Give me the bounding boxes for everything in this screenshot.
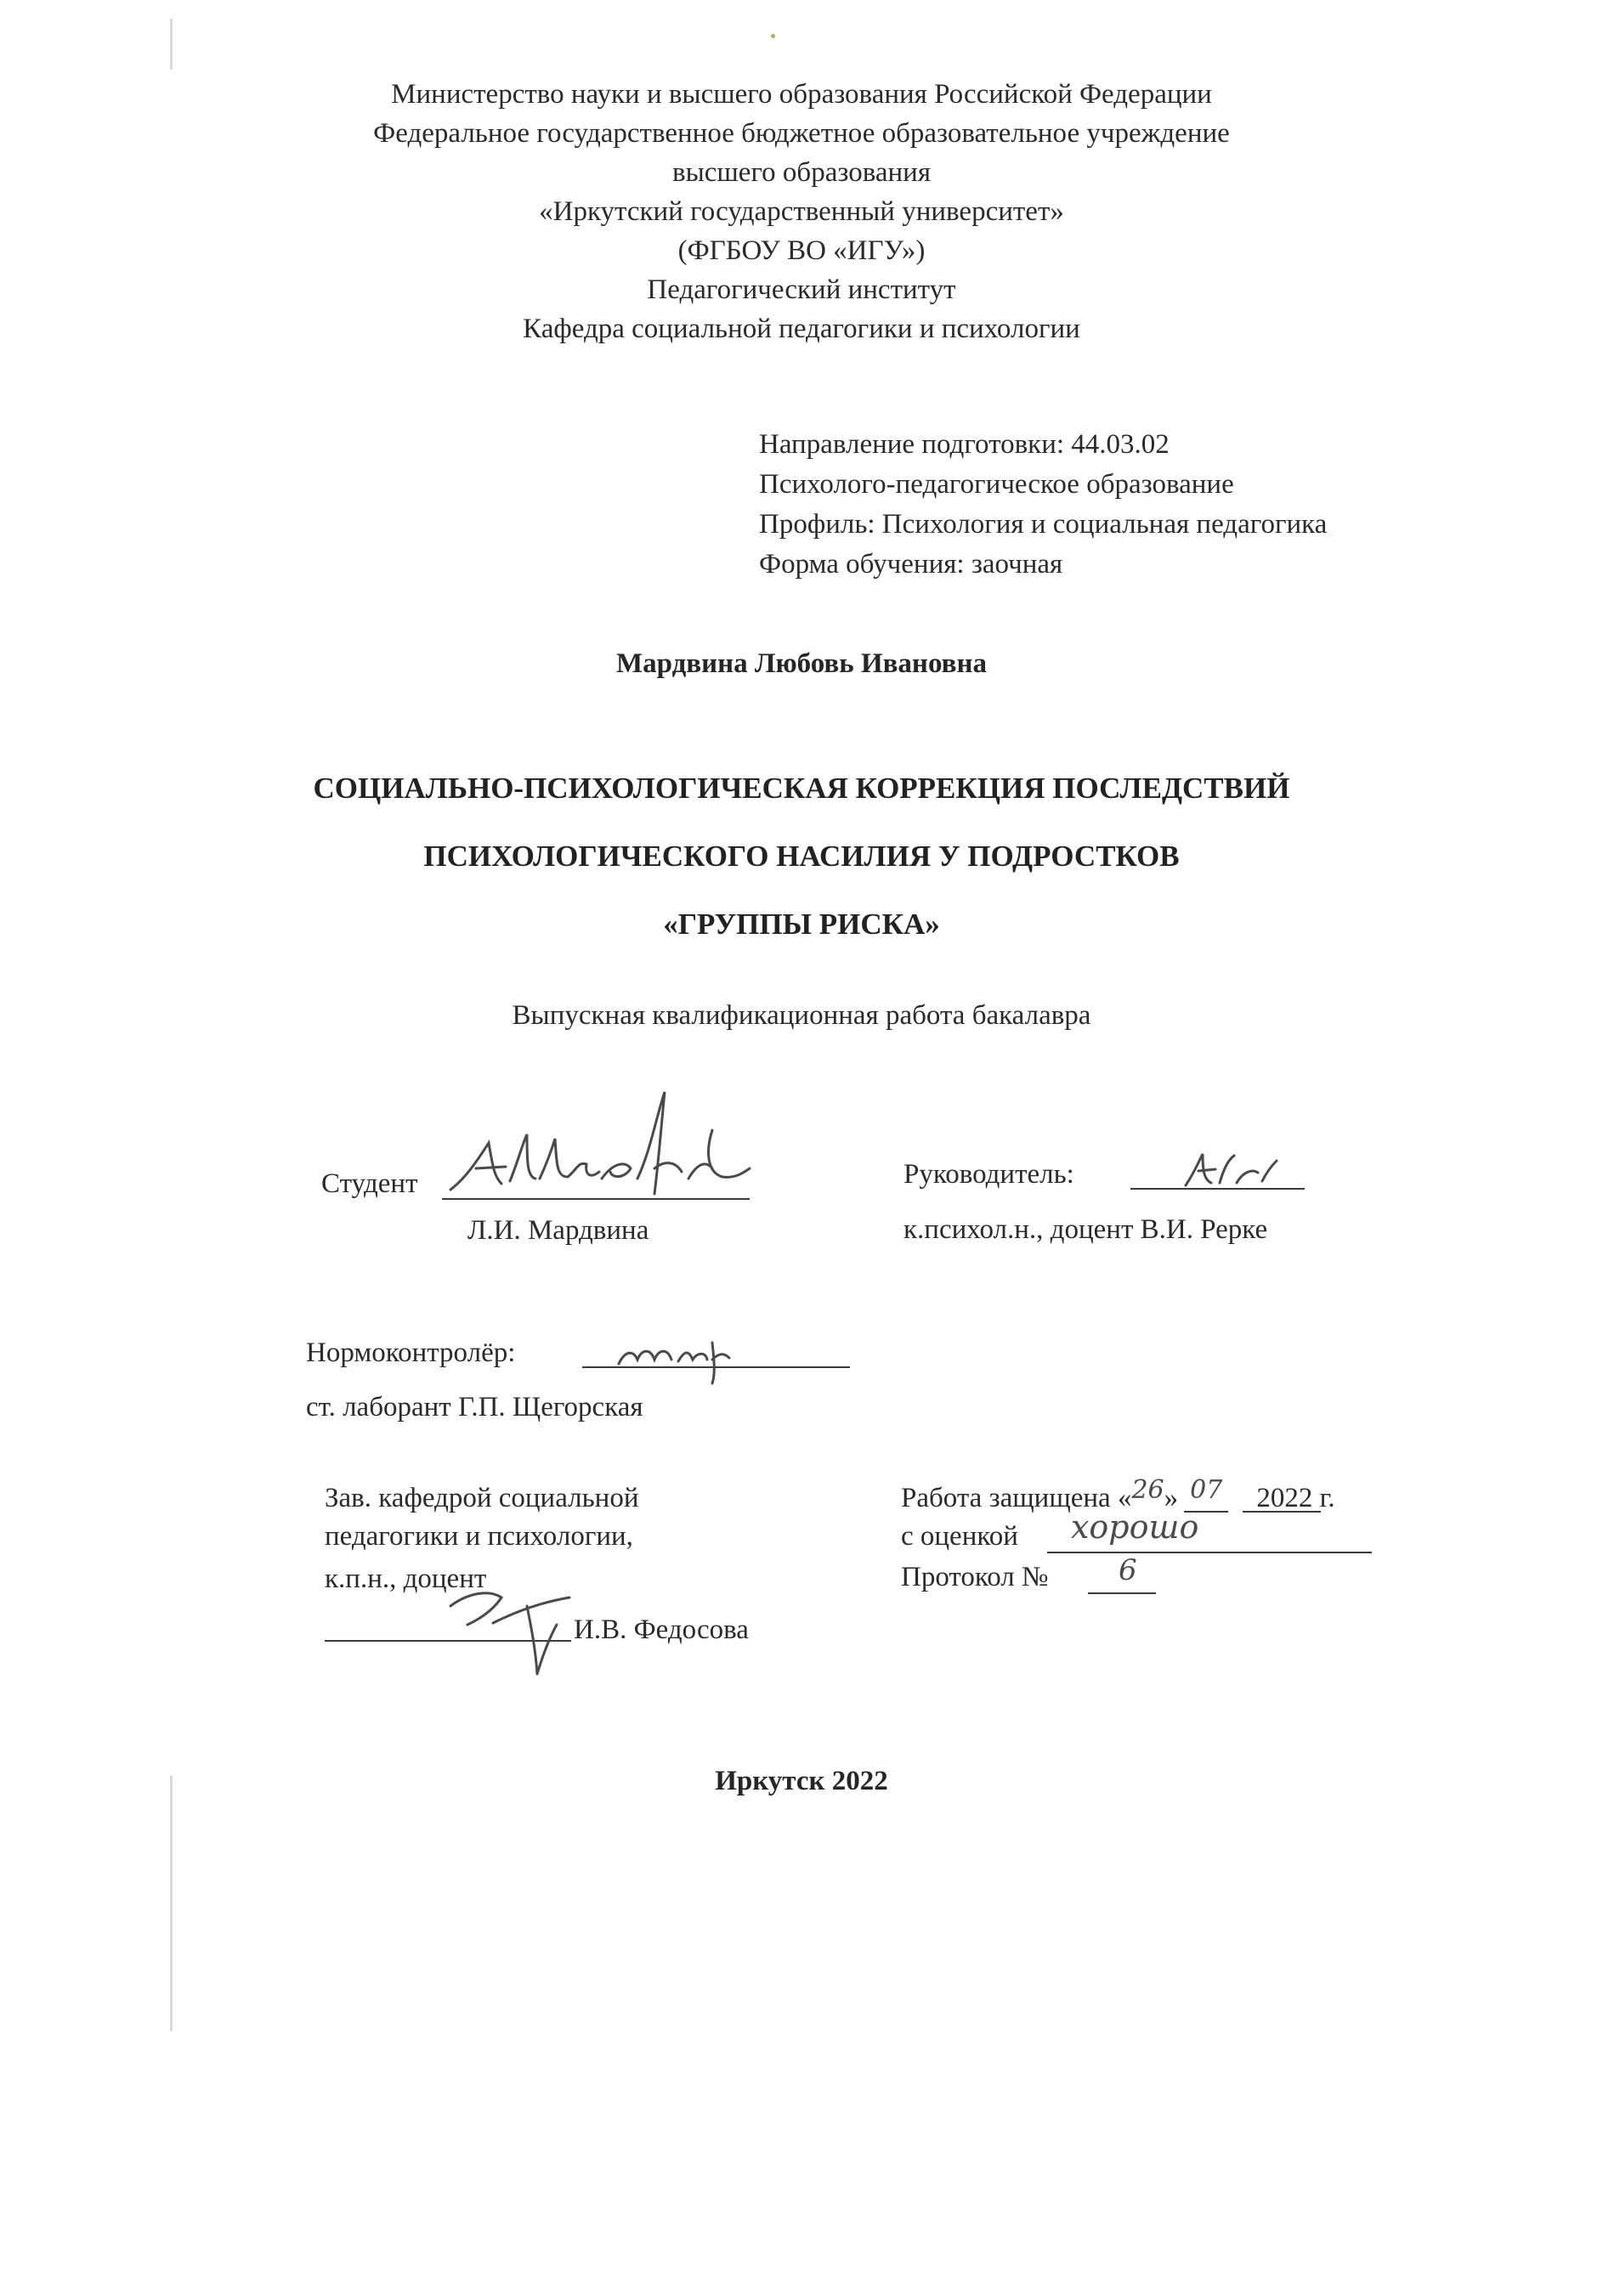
header-university: «Иркутский государственный университет» (539, 196, 1064, 227)
normcontrol-signature (612, 1326, 739, 1385)
defense-prefix: Работа защищена « (901, 1483, 1132, 1513)
protocol-line (1088, 1592, 1156, 1594)
author-name: Мардвина Любовь Ивановна (616, 648, 987, 679)
defense-day: 26 (1131, 1475, 1164, 1505)
header-department: Кафедра социальной педагогики и психологии (523, 314, 1080, 344)
normcontrol-position-name: ст. лаборант Г.П. Щегорская (306, 1392, 643, 1422)
direction-name: Психолого-педагогическое образование (759, 469, 1234, 500)
scan-edge-bottom (170, 1776, 173, 2031)
thesis-title-line-1: СОЦИАЛЬНО-ПСИХОЛОГИЧЕСКАЯ КОРРЕКЦИЯ ПОСЛЕДСТВИЙ (313, 772, 1290, 805)
direction-profile: Профиль: Психология и социальная педагогика (759, 509, 1328, 540)
student-signature (442, 1083, 756, 1202)
scan-edge-top (170, 19, 173, 70)
defense-year: 2022 г. (1256, 1483, 1335, 1513)
study-direction-block (759, 425, 1327, 585)
institution-header (0, 75, 1603, 348)
thesis-title-line-2: ПСИХОЛОГИЧЕСКОГО НАСИЛИЯ У ПОДРОСТКОВ (423, 840, 1180, 873)
grade-line (1047, 1552, 1372, 1553)
head-name: И.В. Федосова (574, 1615, 749, 1645)
head-title-line-2: педагогики и психологии, (325, 1521, 633, 1552)
defense-mid: » (1164, 1483, 1179, 1513)
direction-code: Направление подготовки: 44.03.02 (759, 429, 1170, 460)
header-education-level: высшего образования (672, 157, 931, 188)
supervisor-label: Руководитель: (903, 1159, 1074, 1190)
supervisor-signature (1173, 1139, 1283, 1198)
protocol-label: Протокол № (901, 1562, 1049, 1592)
header-abbreviation: (ФГБОУ ВО «ИГУ») (677, 235, 926, 266)
head-title-line-1: Зав. кафедрой социальной (325, 1483, 639, 1513)
head-degree: к.п.н., доцент (325, 1564, 487, 1594)
normcontrol-label: Нормоконтролёр: (306, 1337, 516, 1368)
scan-speck (771, 34, 775, 38)
supervisor-name: к.психол.н., доцент В.И. Рерке (903, 1214, 1268, 1245)
head-signature (442, 1572, 586, 1682)
student-label: Студент (321, 1168, 418, 1199)
grade-value: хорошо (1071, 1508, 1199, 1546)
direction-study-form: Форма обучения: заочная (759, 549, 1063, 580)
protocol-value: 6 (1119, 1553, 1137, 1587)
thesis-title (0, 755, 1603, 959)
defense-month-line (1243, 1511, 1321, 1513)
work-type: Выпускная квалификационная работа бакалавра (512, 1000, 1091, 1031)
thesis-title-line-3: «ГРУППЫ РИСКА» (663, 908, 940, 941)
header-institute: Педагогический институт (647, 274, 956, 305)
grade-label: с оценкой (901, 1521, 1018, 1552)
defense-month: 07 (1190, 1475, 1223, 1505)
student-name: Л.И. Мардвина (467, 1215, 649, 1246)
header-institution-type: Федеральное государственное бюджетное образовательное учреждение (373, 118, 1230, 149)
header-ministry: Министерство науки и высшего образования Российской Федерации (391, 79, 1212, 110)
city-year: Иркутск 2022 (715, 1766, 888, 1796)
